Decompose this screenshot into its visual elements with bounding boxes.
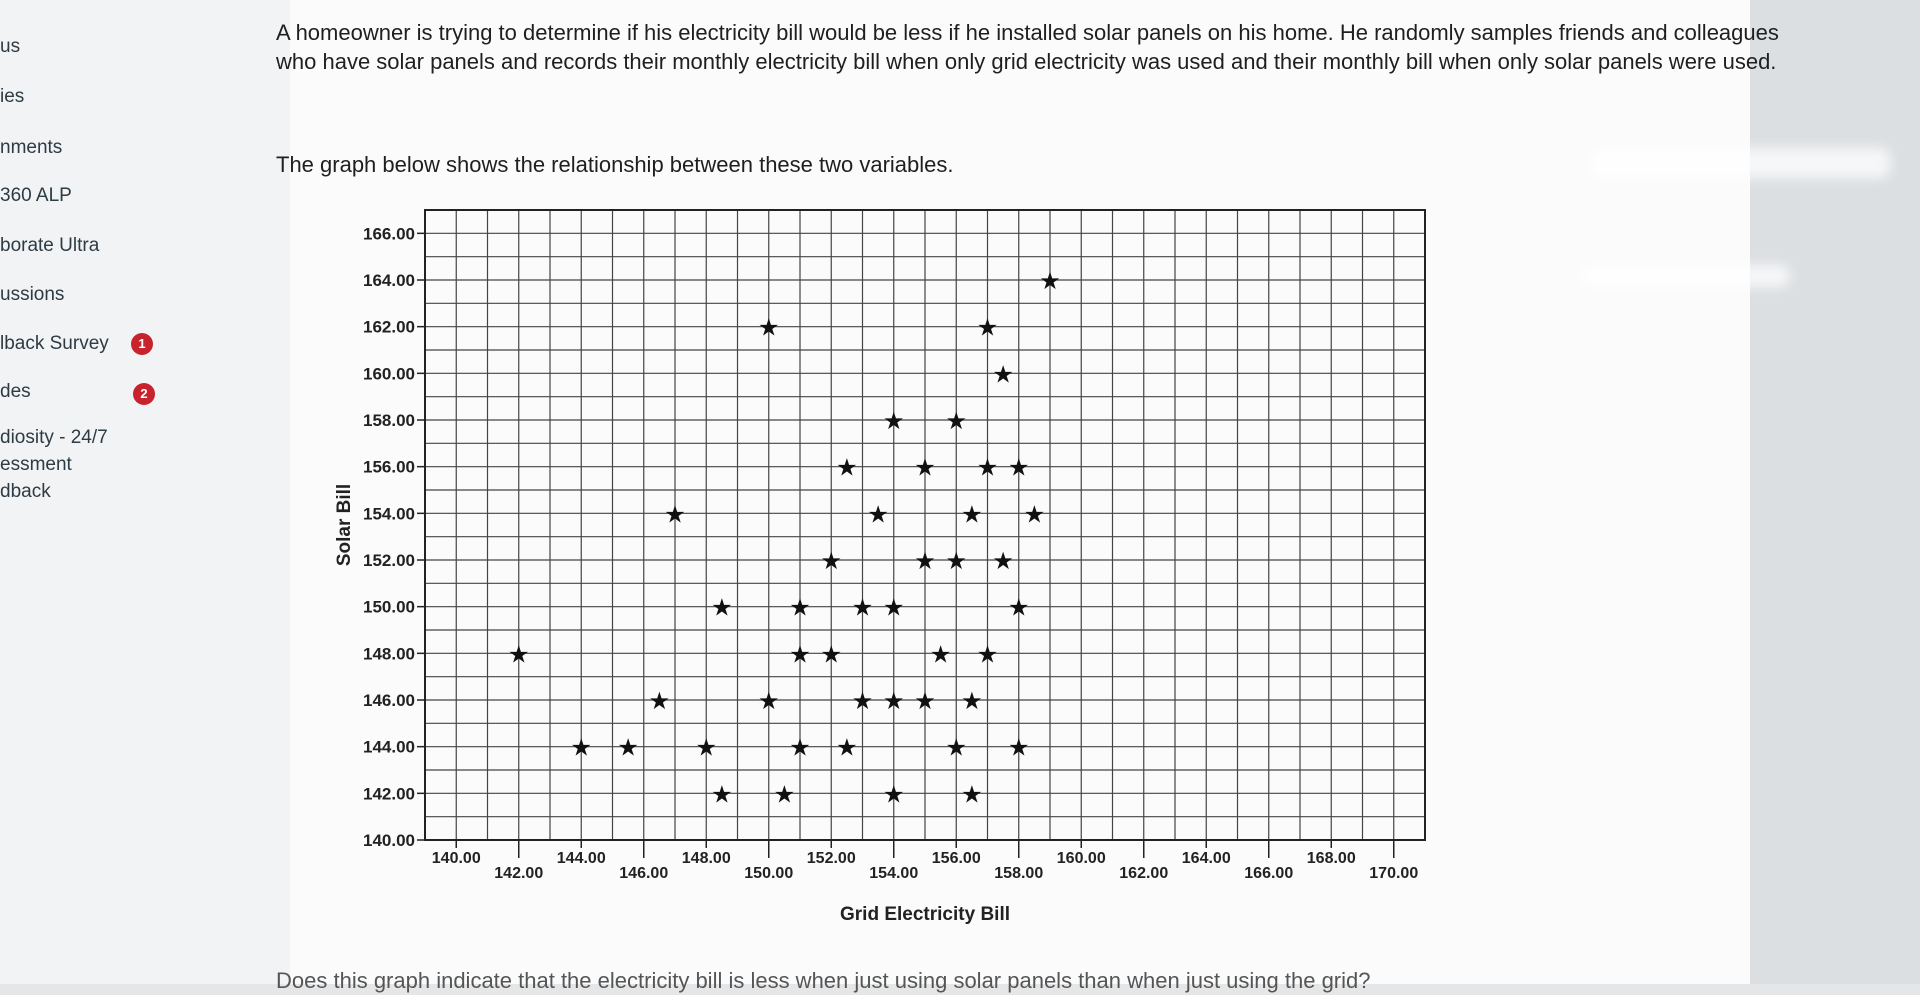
sidebar-item-label: lback Survey bbox=[0, 333, 109, 354]
y-axis-title: Solar Bill bbox=[334, 483, 355, 567]
data-point: ★ bbox=[711, 593, 733, 622]
sidebar-item-8[interactable] bbox=[0, 427, 108, 449]
x-tick-label: 168.00 bbox=[1306, 850, 1356, 867]
x-tick-label: 162.00 bbox=[1119, 865, 1169, 882]
scatter-chart bbox=[310, 195, 1460, 945]
data-point: ★ bbox=[961, 780, 983, 809]
y-tick-label: 156.00 bbox=[363, 457, 415, 477]
sidebar-item-7[interactable] bbox=[0, 381, 148, 403]
data-point: ★ bbox=[914, 453, 936, 482]
data-points bbox=[508, 267, 1061, 808]
data-point: ★ bbox=[945, 407, 968, 435]
data-point: ★ bbox=[945, 733, 968, 762]
sidebar-item-10[interactable] bbox=[0, 481, 51, 503]
data-point: ★ bbox=[570, 733, 593, 762]
sidebar-item-label: ussions bbox=[0, 284, 65, 305]
data-point: ★ bbox=[507, 640, 530, 669]
x-tick-label: 152.00 bbox=[806, 850, 856, 867]
data-point: ★ bbox=[789, 733, 811, 762]
data-point: ★ bbox=[882, 407, 905, 435]
y-tick-label: 146.00 bbox=[363, 691, 415, 710]
x-tick-label: 166.00 bbox=[1244, 865, 1294, 882]
graph-intro-text: The graph below shows the relationship between these two variables. bbox=[276, 152, 954, 177]
data-point: ★ bbox=[914, 547, 936, 575]
sidebar-item-6[interactable] bbox=[0, 333, 146, 355]
x-tick-label: 148.00 bbox=[681, 850, 731, 867]
y-tick-label: 150.00 bbox=[363, 597, 415, 617]
y-tick-label: 166.00 bbox=[363, 224, 415, 244]
data-point: ★ bbox=[664, 500, 686, 529]
data-point: ★ bbox=[882, 593, 905, 622]
sidebar-item-5[interactable] bbox=[0, 284, 64, 306]
data-point: ★ bbox=[1039, 267, 1061, 295]
data-point: ★ bbox=[976, 453, 999, 482]
sidebar-item-label: 360 ALP bbox=[0, 185, 72, 206]
sidebar-item-2[interactable] bbox=[0, 137, 62, 159]
data-point: ★ bbox=[648, 687, 671, 715]
x-tick-label: 150.00 bbox=[744, 865, 794, 882]
x-tick-label: 142.00 bbox=[494, 865, 544, 882]
sidebar-item-label: us bbox=[0, 36, 21, 57]
x-tick-label: 154.00 bbox=[869, 865, 919, 882]
data-point: ★ bbox=[851, 593, 874, 622]
sidebar-item-label: nments bbox=[0, 137, 63, 158]
data-point: ★ bbox=[867, 500, 889, 529]
sidebar-item-9[interactable] bbox=[0, 454, 72, 476]
y-tick-label: 140.00 bbox=[363, 831, 415, 850]
data-point: ★ bbox=[836, 733, 858, 762]
x-tick-label: 156.00 bbox=[931, 850, 981, 867]
y-tick-label: 162.00 bbox=[363, 317, 415, 337]
y-tick-label: 148.00 bbox=[363, 644, 415, 664]
y-tick-label: 142.00 bbox=[363, 784, 415, 804]
y-tick-label: 152.00 bbox=[363, 551, 415, 570]
data-point: ★ bbox=[992, 360, 1014, 389]
data-point: ★ bbox=[773, 780, 796, 809]
x-axis-title: Grid Electricity Bill bbox=[840, 904, 1010, 925]
data-point: ★ bbox=[789, 640, 811, 669]
notification-badge: 2 bbox=[133, 383, 155, 405]
sidebar-item-4[interactable] bbox=[0, 235, 99, 257]
data-point: ★ bbox=[961, 500, 983, 529]
data-point: ★ bbox=[961, 687, 983, 715]
y-tick-label: 158.00 bbox=[363, 411, 415, 430]
sidebar-item-label: dback bbox=[0, 481, 51, 502]
data-point: ★ bbox=[695, 733, 718, 762]
data-point: ★ bbox=[820, 640, 843, 669]
y-tick-label: 154.00 bbox=[363, 504, 415, 524]
sidebar-item-label: borate Ultra bbox=[0, 235, 100, 256]
data-point: ★ bbox=[914, 687, 936, 715]
data-point: ★ bbox=[882, 780, 905, 809]
y-axis-ticks bbox=[363, 224, 425, 850]
data-point: ★ bbox=[757, 687, 780, 715]
data-point: ★ bbox=[1007, 593, 1030, 622]
y-tick-label: 164.00 bbox=[363, 271, 415, 290]
x-tick-label: 146.00 bbox=[619, 865, 669, 882]
data-point: ★ bbox=[711, 780, 733, 809]
data-point: ★ bbox=[976, 640, 999, 669]
x-tick-label: 144.00 bbox=[556, 850, 606, 867]
data-point: ★ bbox=[1007, 733, 1030, 762]
data-point: ★ bbox=[929, 640, 952, 669]
data-point: ★ bbox=[882, 687, 905, 715]
data-point: ★ bbox=[976, 313, 999, 342]
sidebar-item-1[interactable] bbox=[0, 86, 24, 108]
x-tick-label: 160.00 bbox=[1056, 850, 1106, 867]
data-point: ★ bbox=[757, 313, 780, 342]
course-nav-sidebar bbox=[0, 0, 291, 984]
data-point: ★ bbox=[789, 593, 811, 622]
data-point: ★ bbox=[945, 547, 968, 575]
sidebar-item-label: diosity - 24/7 bbox=[0, 427, 108, 448]
follow-up-question: Does this graph indicate that the electricity bill is less when just using solar panels than when just using the grid? bbox=[276, 968, 1371, 993]
data-point: ★ bbox=[617, 733, 639, 762]
data-point: ★ bbox=[836, 453, 858, 482]
sidebar-item-0[interactable] bbox=[0, 36, 20, 58]
sidebar-item-label: essment bbox=[0, 454, 72, 475]
x-tick-label: 140.00 bbox=[431, 850, 481, 867]
data-point: ★ bbox=[992, 547, 1014, 575]
x-tick-label: 170.00 bbox=[1369, 865, 1419, 882]
data-point: ★ bbox=[1023, 500, 1046, 529]
data-point: ★ bbox=[1007, 453, 1030, 482]
data-point: ★ bbox=[820, 547, 843, 575]
question-text: A homeowner is trying to determine if his electricity bill would be less if he installed solar panels on his home. He randomly samples friends and colleagues who have solar panels and records their monthly electricity bill when only grid electricity was used and their monthly bill when only solar panels were used. bbox=[276, 20, 1779, 74]
sidebar-item-label: ies bbox=[0, 86, 25, 107]
sidebar-item-3[interactable] bbox=[0, 185, 72, 207]
data-point: ★ bbox=[851, 687, 874, 715]
x-tick-label: 158.00 bbox=[994, 865, 1044, 882]
y-tick-label: 144.00 bbox=[363, 737, 415, 757]
y-tick-label: 160.00 bbox=[363, 364, 415, 384]
screen-glare bbox=[1580, 265, 1790, 287]
notification-badge: 1 bbox=[131, 333, 153, 355]
x-tick-label: 164.00 bbox=[1181, 850, 1231, 867]
sidebar-item-label: des bbox=[0, 381, 31, 402]
x-axis-ticks bbox=[432, 840, 1419, 882]
